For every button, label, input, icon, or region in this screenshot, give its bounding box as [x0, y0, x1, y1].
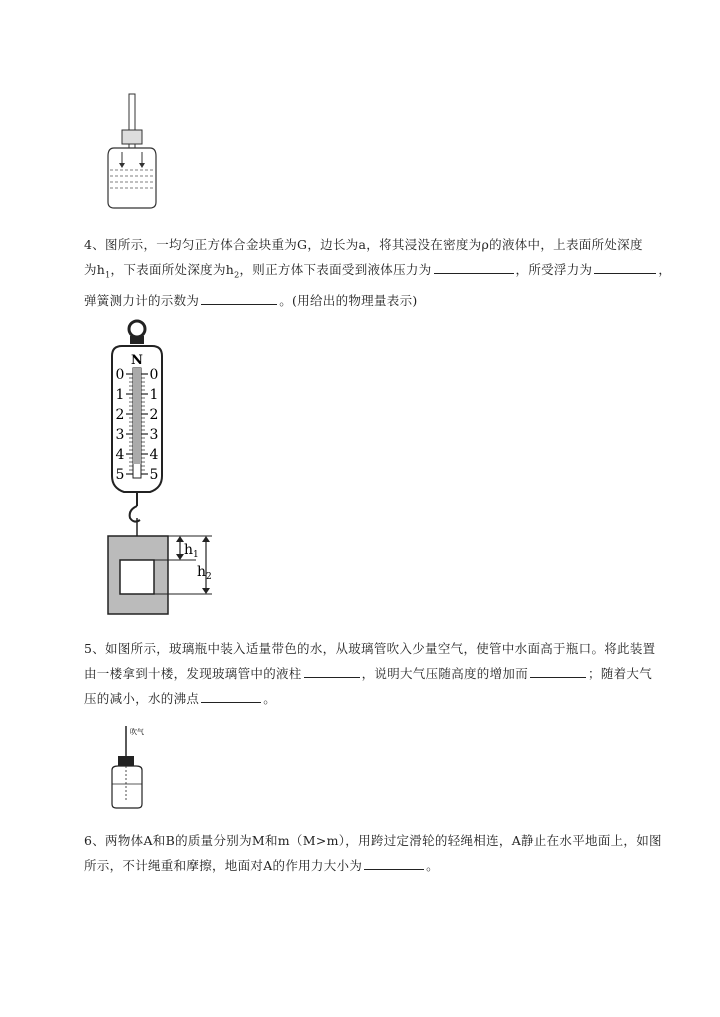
bottle-tube-figure	[100, 90, 170, 215]
scale-number: 3	[115, 427, 125, 443]
scale-hook-icon	[130, 506, 140, 522]
q5-line1: 5、如图所示，玻璃瓶中装入适量带色的水，从玻璃管吹入少量空气，使管中水面高于瓶口。将此装置	[84, 641, 656, 656]
scale-number: 5	[149, 467, 159, 483]
question-6	[84, 828, 684, 878]
blow-air-label: 吹气	[130, 728, 144, 736]
small-bottle-body	[112, 766, 142, 808]
bottle-body	[108, 148, 156, 208]
q6-line2: 所示，不计绳重和摩擦，地面对A的作用力大小为 。	[84, 853, 684, 878]
scale-number: 4	[149, 447, 159, 463]
spring-scale-figure	[100, 318, 230, 618]
answer-blank-liquid-column[interactable]	[304, 663, 360, 678]
h1-label: $h_1$	[184, 542, 199, 560]
q6-line1: 6、两物体A和B的质量分别为M和m（M>m），用跨过定滑轮的轻绳相连，A静止在水平地面上，如图	[84, 833, 662, 848]
q4-line3: 弹簧测力计的示数为 。(用给出的物理量表示)	[84, 288, 684, 313]
question-4	[84, 232, 684, 313]
q4-line1: 4、图所示，一均匀正方体合金块重为G，边长为a，将其浸没在密度为ρ的液体中，上表面所处深度	[84, 237, 643, 252]
submerged-cube	[120, 560, 154, 594]
scale-number: 5	[115, 467, 125, 483]
scale-ring-icon	[129, 321, 145, 337]
scale-number: 1	[149, 387, 159, 403]
answer-blank-pressure-trend[interactable]	[530, 663, 586, 678]
bottle-cap	[122, 130, 142, 144]
answer-blank-buoyancy[interactable]	[594, 259, 656, 274]
scale-number: 1	[115, 387, 125, 403]
scale-number: 0	[115, 367, 125, 383]
answer-blank-scale-reading[interactable]	[201, 290, 277, 305]
question-5	[84, 636, 684, 711]
scale-unit-label: N	[131, 353, 143, 368]
answer-blank-ground-force[interactable]	[364, 855, 424, 870]
small-bottle-figure	[104, 722, 164, 812]
scale-number: 2	[149, 407, 159, 423]
q5-line3: 压的减小，水的沸点 。	[84, 686, 684, 711]
h2-label: $h_2$	[197, 564, 212, 582]
q4-line2: 为$h_1$，下表面所处深度为$h_2$，则正方体下表面受到液体压力为 ，所受浮力为 ，	[84, 257, 684, 288]
scale-number: 0	[149, 367, 159, 383]
scale-number: 3	[149, 427, 159, 443]
answer-blank-bottom-force[interactable]	[434, 259, 514, 274]
scale-number: 2	[115, 407, 125, 423]
answer-blank-boiling-point[interactable]	[201, 688, 261, 703]
q5-line2: 由一楼拿到十楼，发现玻璃管中的液柱 ，说明大气压随高度的增加而 ；随着大气	[84, 661, 684, 686]
scale-number: 4	[115, 447, 125, 463]
